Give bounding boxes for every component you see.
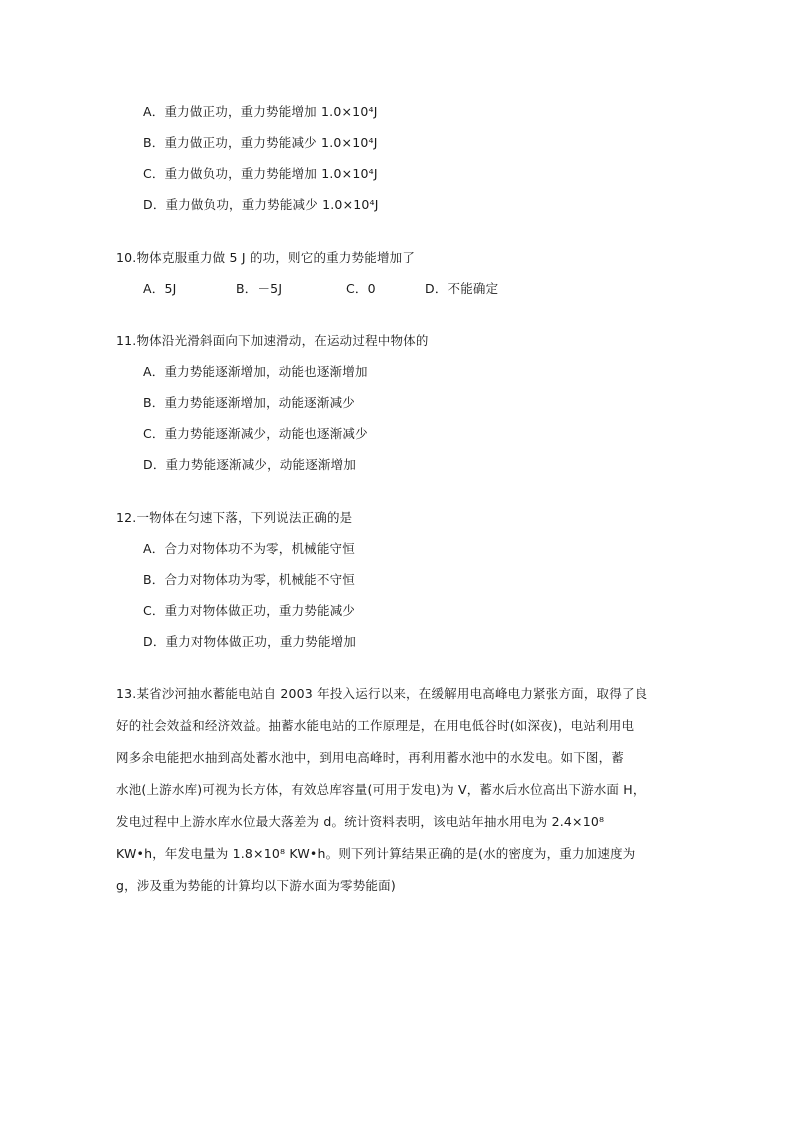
q13-paragraph <box>116 686 681 910</box>
q11-option-d: D．重力势能逐渐减少，动能逐渐增加 <box>143 457 357 472</box>
q9-option-b: B．重力做正功，重力势能减少 1.0×10⁴J <box>143 135 378 150</box>
q13-line-5: 发电过程中上游水库水位最大落差为 d。统计资料表明，该电站年抽水用电为 2.4×10⁸ <box>116 814 605 829</box>
q12-option-c: C．重力对物体做正功，重力势能减少 <box>143 603 356 618</box>
q12-option-a: A．合力对物体功不为零，机械能守恒 <box>143 541 355 556</box>
q9-option-a: A．重力做正功，重力势能增加 1.0×10⁴J <box>143 104 378 119</box>
q10-stem: 10.物体克服重力做 5 J 的功，则它的重力势能增加了 <box>116 250 416 265</box>
q12-option-b: B．合力对物体功为零，机械能不守恒 <box>143 572 355 587</box>
q10-option-d: D．不能确定 <box>425 281 499 296</box>
q11-option-a: A．重力势能逐渐增加，动能也逐渐增加 <box>143 364 368 379</box>
q10-option-a: A．5J <box>143 281 177 296</box>
q13-line-7: g，涉及重为势能的计算均以下游水面为零势能面) <box>116 878 396 893</box>
q11-option-b: B．重力势能逐渐增加，动能逐渐减少 <box>143 395 355 410</box>
q11-stem: 11.物体沿光滑斜面向下加速滑动，在运动过程中物体的 <box>116 333 429 348</box>
q12-stem: 12.一物体在匀速下落，下列说法正确的是 <box>116 510 353 525</box>
q13-line-4: 水池(上游水库)可视为长方体，有效总库容量(可用于发电)为 V，蓄水后水位高出下游水面 H， <box>116 782 646 797</box>
q9-option-d: D．重力做负功，重力势能减少 1.0×10⁴J <box>143 197 379 212</box>
q12-option-d: D．重力对物体做正功，重力势能增加 <box>143 634 357 649</box>
q13-line-6: KW•h，年发电量为 1.8×10⁸ KW•h。则下列计算结果正确的是(水的密度为，重力加速度为 <box>116 846 636 861</box>
q13-line-2: 好的社会效益和经济效益。抽蓄水能电站的工作原理是，在用电低谷时(如深夜)，电站利用电 <box>116 718 635 733</box>
q9-option-c: C．重力做负功，重力势能增加 1.0×10⁴J <box>143 166 378 181</box>
q10-option-b: B．－5J <box>236 281 283 296</box>
q10-option-c: C．0 <box>346 281 376 296</box>
q13-line-3: 网多余电能把水抽到高处蓄水池中，到用电高峰时，再利用蓄水池中的水发电。如下图，蓄 <box>116 750 625 765</box>
q11-option-c: C．重力势能逐渐减少，动能也逐渐减少 <box>143 426 368 441</box>
q13-line-1: 13.某省沙河抽水蓄能电站自 2003 年投入运行以来，在缓解用电高峰电力紧张方面，取得了良 <box>116 686 648 701</box>
